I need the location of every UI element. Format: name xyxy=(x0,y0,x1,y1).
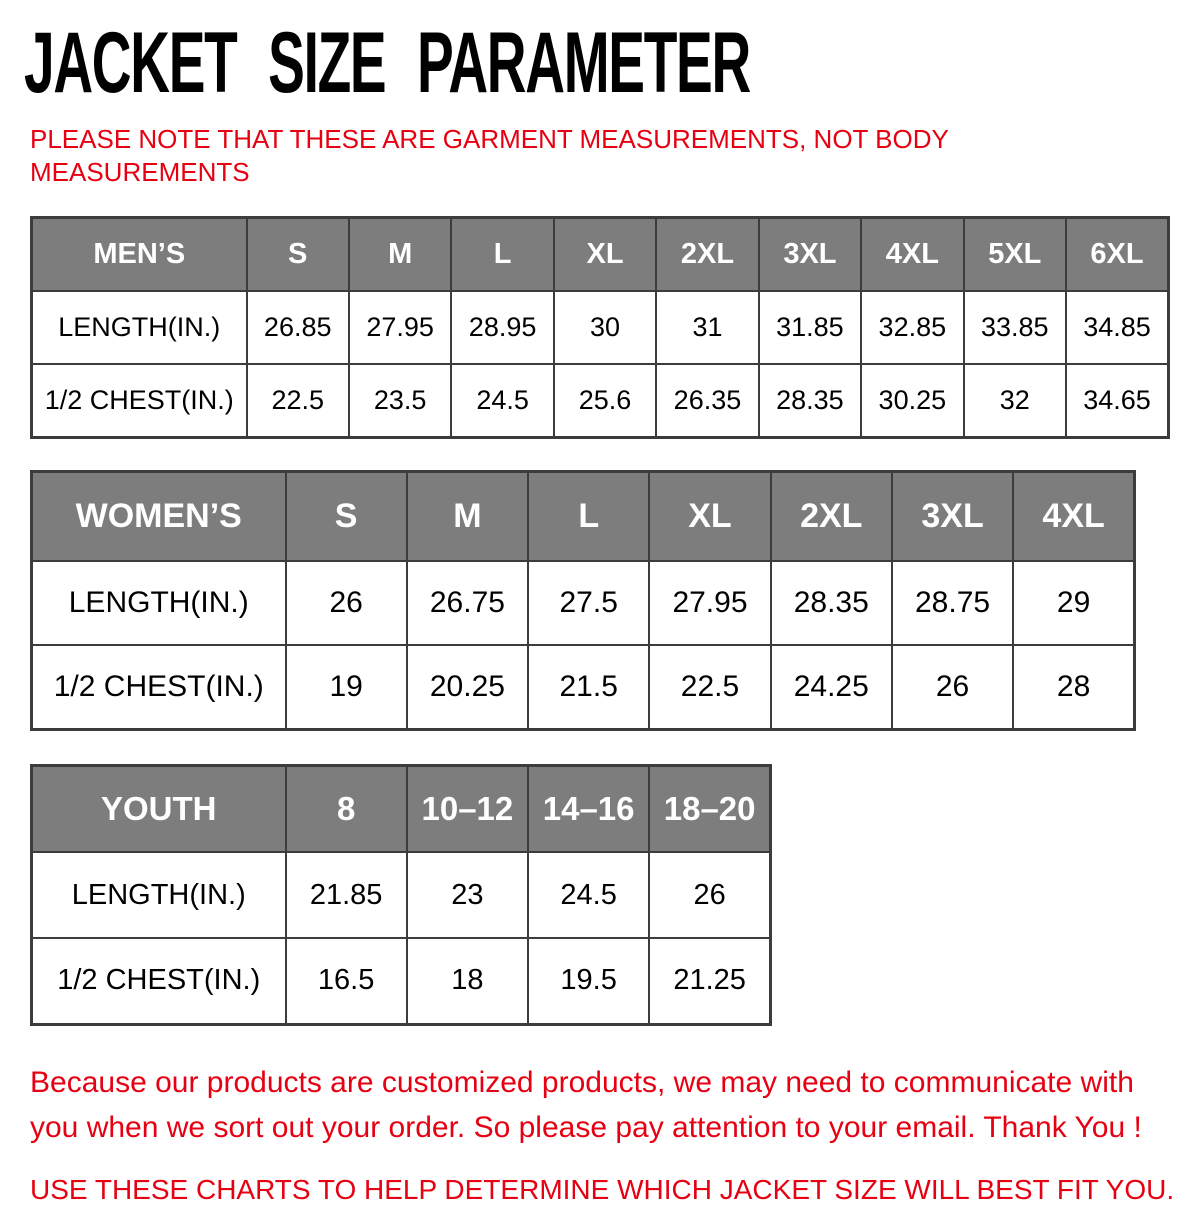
measurement-row xyxy=(32,364,1169,437)
table-title-cell: WOMEN’S xyxy=(32,471,286,561)
chart-usage-note: USE THESE CHARTS TO HELP DETERMINE WHICH JACKET SIZE WILL BEST FIT YOU. xyxy=(30,1173,1175,1205)
size-column-header: 5XL xyxy=(964,217,1066,291)
youth-size-table xyxy=(30,764,772,1026)
size-column-header: M xyxy=(407,471,528,561)
measurement-value-cell: 28.75 xyxy=(892,561,1013,645)
measurement-value-cell: 34.65 xyxy=(1066,364,1169,437)
size-column-header: 2XL xyxy=(771,471,892,561)
measurement-row xyxy=(32,938,771,1024)
womens-size-table xyxy=(30,470,1136,731)
size-column-header: 6XL xyxy=(1066,217,1169,291)
measurement-value-cell: 28.35 xyxy=(771,561,892,645)
measurement-value-cell: 26.75 xyxy=(407,561,528,645)
measurement-value-cell: 26.35 xyxy=(656,364,758,437)
measurement-value-cell: 26.85 xyxy=(247,291,349,364)
size-column-header: 2XL xyxy=(656,217,758,291)
measurement-value-cell: 32 xyxy=(964,364,1066,437)
measurement-label-cell: LENGTH(IN.) xyxy=(32,561,286,645)
measurement-label-cell: 1/2 CHEST(IN.) xyxy=(32,645,286,729)
size-column-header: 14–16 xyxy=(528,765,649,852)
measurement-value-cell: 28.35 xyxy=(759,364,861,437)
measurement-value-cell: 30.25 xyxy=(861,364,963,437)
measurement-value-cell: 20.25 xyxy=(407,645,528,729)
table-title-cell: MEN’S xyxy=(32,217,247,291)
measurement-value-cell: 24.5 xyxy=(528,852,649,938)
measurement-value-cell: 28.95 xyxy=(451,291,553,364)
size-column-header: 18–20 xyxy=(649,765,770,852)
measurement-value-cell: 21.25 xyxy=(649,938,770,1024)
size-column-header: 10–12 xyxy=(407,765,528,852)
size-column-header: 8 xyxy=(286,765,407,852)
measurement-value-cell: 19 xyxy=(286,645,407,729)
size-column-header: 4XL xyxy=(1013,471,1134,561)
measurement-value-cell: 26 xyxy=(649,852,770,938)
measurement-value-cell: 19.5 xyxy=(528,938,649,1024)
measurement-value-cell: 34.85 xyxy=(1066,291,1169,364)
garment-measurement-note: PLEASE NOTE THAT THESE ARE GARMENT MEASUREMENTS, NOT BODY MEASUREMENTS xyxy=(30,124,949,188)
measurement-value-cell: 18 xyxy=(407,938,528,1024)
measurement-value-cell: 21.85 xyxy=(286,852,407,938)
measurement-value-cell: 21.5 xyxy=(528,645,649,729)
measurement-label-cell: LENGTH(IN.) xyxy=(32,291,247,364)
measurement-value-cell: 25.6 xyxy=(554,364,656,437)
size-column-header: L xyxy=(451,217,553,291)
size-column-header: 3XL xyxy=(892,471,1013,561)
measurement-row xyxy=(32,852,771,938)
measurement-value-cell: 24.5 xyxy=(451,364,553,437)
customization-notice: Because our products are customized products, we may need to communicate with you when we sort out your order. So please pay attention to your email. Thank You ! xyxy=(30,1065,1142,1144)
size-column-header: XL xyxy=(649,471,770,561)
size-column-header: L xyxy=(528,471,649,561)
size-column-header: S xyxy=(286,471,407,561)
measurement-value-cell: 27.95 xyxy=(349,291,451,364)
measurement-value-cell: 23 xyxy=(407,852,528,938)
measurement-value-cell: 26 xyxy=(892,645,1013,729)
measurement-value-cell: 29 xyxy=(1013,561,1134,645)
header-row xyxy=(32,765,771,852)
measurement-value-cell: 24.25 xyxy=(771,645,892,729)
size-column-header: XL xyxy=(554,217,656,291)
measurement-value-cell: 26 xyxy=(286,561,407,645)
size-column-header: S xyxy=(247,217,349,291)
measurement-value-cell: 31 xyxy=(656,291,758,364)
mens-size-table xyxy=(30,216,1170,439)
header-row xyxy=(32,471,1135,561)
measurement-row xyxy=(32,561,1135,645)
header-row xyxy=(32,217,1169,291)
measurement-label-cell: 1/2 CHEST(IN.) xyxy=(32,938,286,1024)
measurement-label-cell: LENGTH(IN.) xyxy=(32,852,286,938)
measurement-value-cell: 30 xyxy=(554,291,656,364)
measurement-row xyxy=(32,645,1135,729)
measurement-value-cell: 31.85 xyxy=(759,291,861,364)
measurement-value-cell: 28 xyxy=(1013,645,1134,729)
size-column-header: M xyxy=(349,217,451,291)
measurement-value-cell: 32.85 xyxy=(861,291,963,364)
size-column-header: 4XL xyxy=(861,217,963,291)
page-title: JACKET SIZE PARAMETER xyxy=(24,15,750,111)
measurement-value-cell: 23.5 xyxy=(349,364,451,437)
measurement-value-cell: 22.5 xyxy=(247,364,349,437)
measurement-row xyxy=(32,291,1169,364)
measurement-value-cell: 22.5 xyxy=(649,645,770,729)
measurement-value-cell: 16.5 xyxy=(286,938,407,1024)
measurement-value-cell: 27.95 xyxy=(649,561,770,645)
measurement-value-cell: 27.5 xyxy=(528,561,649,645)
size-column-header: 3XL xyxy=(759,217,861,291)
measurement-label-cell: 1/2 CHEST(IN.) xyxy=(32,364,247,437)
table-title-cell: YOUTH xyxy=(32,765,286,852)
measurement-value-cell: 33.85 xyxy=(964,291,1066,364)
